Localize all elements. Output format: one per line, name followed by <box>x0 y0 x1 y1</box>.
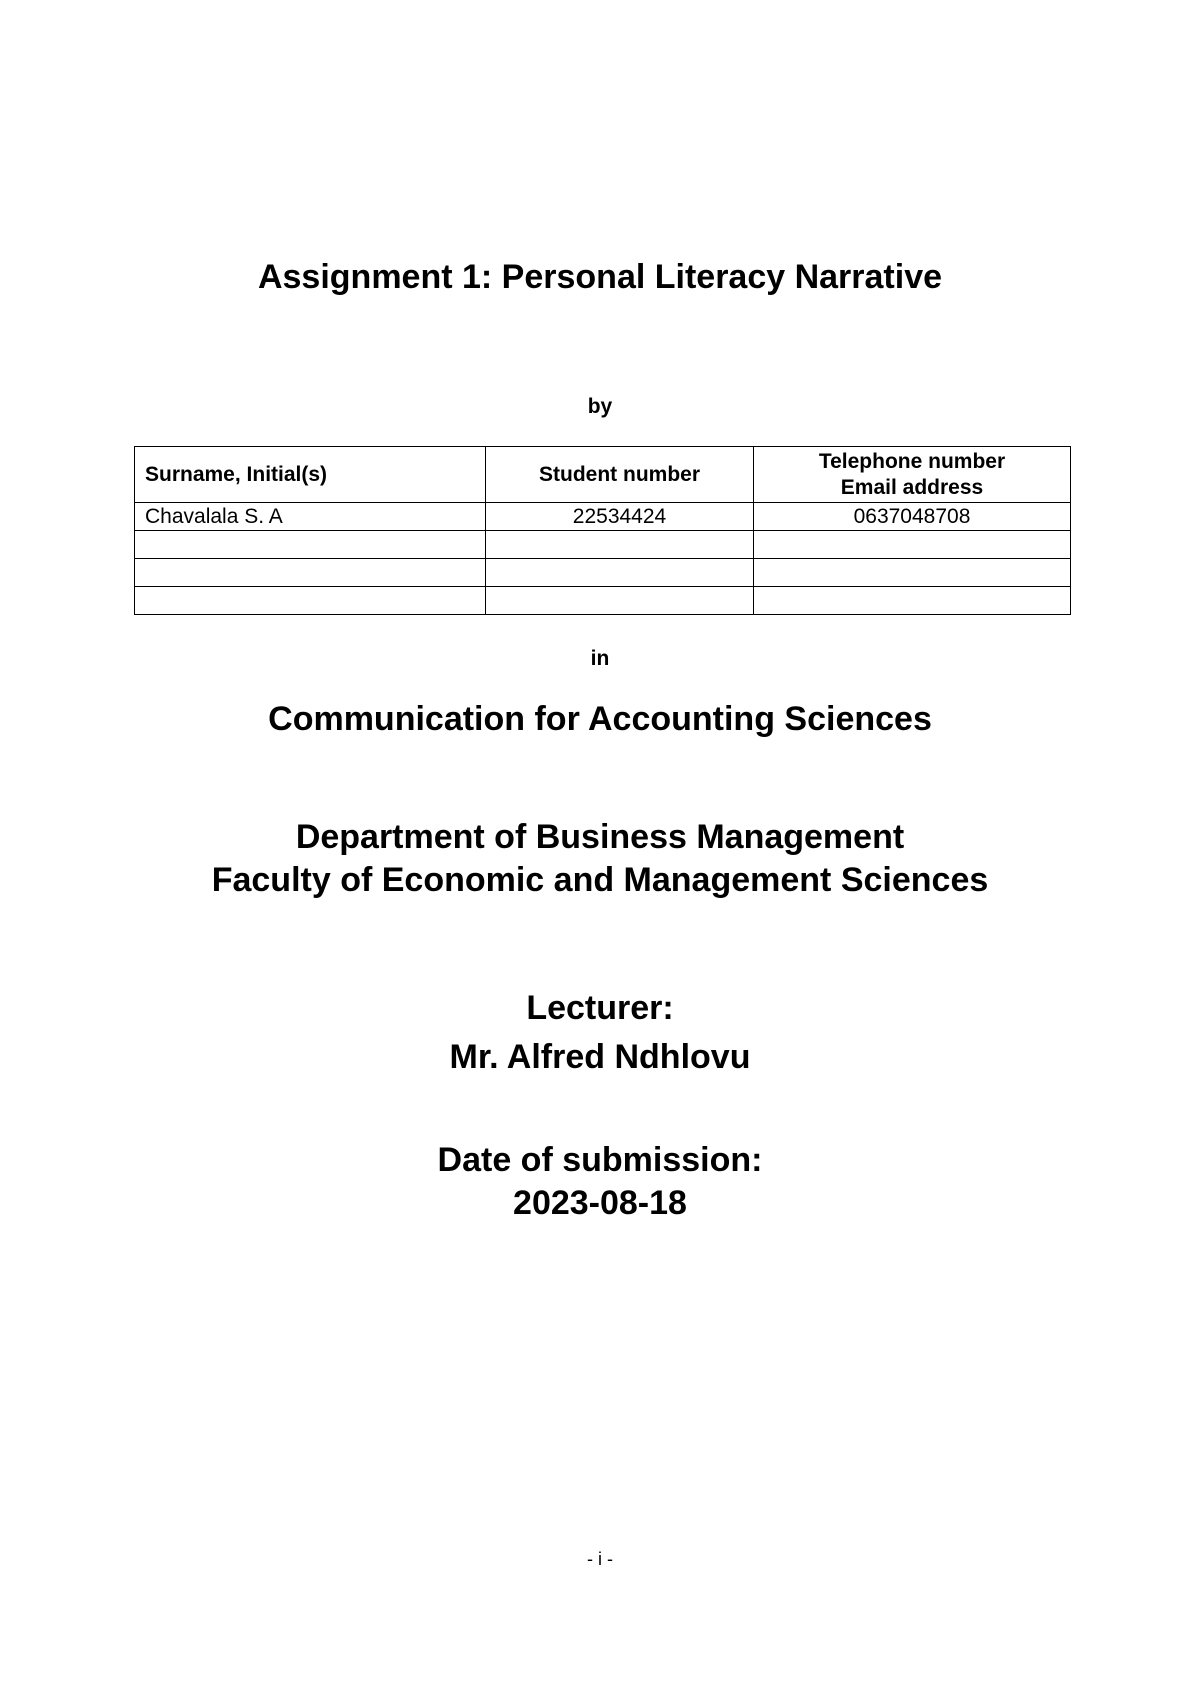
by-label: by <box>587 395 613 418</box>
cell-contact <box>754 587 1071 615</box>
cell-student-number <box>486 559 754 587</box>
lecturer-label: Lecturer: <box>526 989 674 1027</box>
department-block <box>0 816 1200 902</box>
table-row <box>135 559 1071 587</box>
table-row <box>135 531 1071 559</box>
header-student-number: Student number <box>486 447 754 503</box>
cell-student-number <box>486 587 754 615</box>
cell-student-number: 22534424 <box>486 503 754 531</box>
course-name: Communication for Accounting Sciences <box>268 700 932 738</box>
cell-contact <box>754 531 1071 559</box>
header-contact-email: Email address <box>840 475 984 499</box>
in-label: in <box>590 647 610 670</box>
cell-contact: 0637048708 <box>754 503 1071 531</box>
cell-contact <box>754 559 1071 587</box>
table-row <box>135 503 1071 531</box>
document-title: Assignment 1: Personal Literacy Narrative <box>257 258 943 296</box>
student-details-table <box>134 446 1071 615</box>
cell-name <box>135 587 486 615</box>
header-contact-telephone: Telephone number <box>818 449 1006 473</box>
table-header-row <box>135 447 1071 503</box>
cell-name <box>135 559 486 587</box>
lecturer-name: Mr. Alfred Ndhlovu <box>449 1038 751 1076</box>
page-number: - i - <box>587 1549 613 1569</box>
header-name: Surname, Initial(s) <box>135 447 486 503</box>
table-row <box>135 587 1071 615</box>
cell-student-number <box>486 531 754 559</box>
date-label: Date of submission: <box>437 1141 763 1179</box>
submission-date-block <box>0 1139 1200 1225</box>
lecturer-block <box>0 984 1200 1082</box>
cell-name <box>135 531 486 559</box>
department-name: Department of Business Management <box>295 818 905 856</box>
header-contact <box>754 447 1071 503</box>
cell-name: Chavalala S. A <box>135 503 486 531</box>
date-value: 2023-08-18 <box>513 1184 687 1222</box>
faculty-name: Faculty of Economic and Management Sciences <box>211 861 989 899</box>
